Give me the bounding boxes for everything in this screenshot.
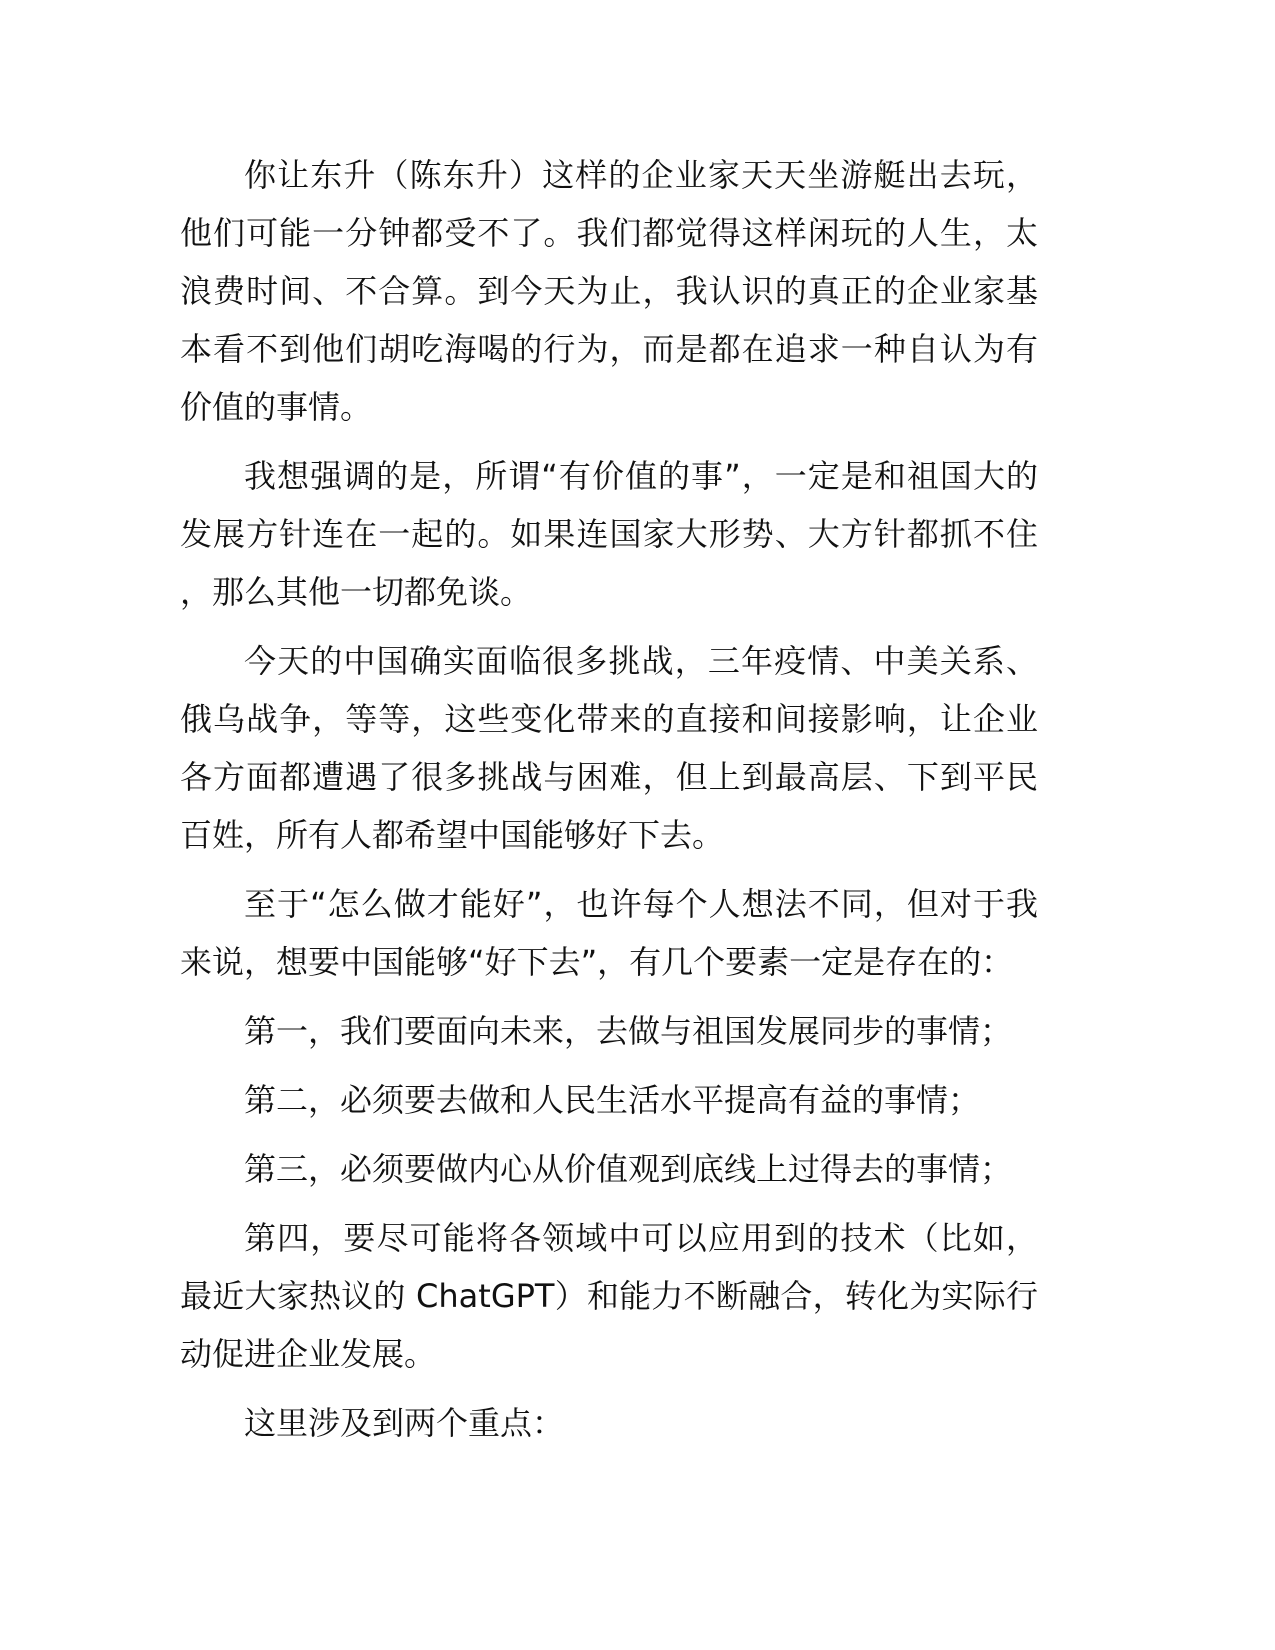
paragraph-point-two: 第二，必须要去做和人民生活水平提高有益的事情； xyxy=(244,1081,981,1119)
paragraph-valuable-things: 我想强调的是，所谓“有价值的事”，一定是和祖国大的发展方针连在一起的。如果连国家大形势、大方针都抓不住，那么其他一切都免谈。 xyxy=(180,457,1038,611)
document-body xyxy=(180,146,1038,1463)
paragraph-point-three: 第三，必须要做内心从价值观到底线上过得去的事情； xyxy=(244,1150,1013,1188)
paragraph-point-one: 第一，我们要面向未来，去做与祖国发展同步的事情； xyxy=(244,1012,1013,1050)
paragraph-point-four: 第四，要尽可能将各领域中可以应用到的技术（比如，最近大家热议的 ChatGPT）和能力不断融合，转化为实际行动促进企业发展。 xyxy=(180,1219,1038,1373)
paragraph-two-key-points: 这里涉及到两个重点： xyxy=(244,1404,565,1442)
paragraph-entrepreneurs: 你让东升（陈东升）这样的企业家天天坐游艇出去玩，他们可能一分钟都受不了。我们都觉得这样闲玩的人生，太浪费时间、不合算。到今天为止，我认识的真正的企业家基本看不到他们胡吃海喝的行为，而是都在追求一种自认为有价值的事情。 xyxy=(180,156,1038,426)
paragraph-how-to-do-well: 至于“怎么做才能好”，也许每个人想法不同，但对于我来说，想要中国能够“好下去”，有几个要素一定是存在的： xyxy=(180,885,1038,981)
paragraph-challenges: 今天的中国确实面临很多挑战，三年疫情、中美关系、俄乌战争，等等，这些变化带来的直接和间接影响，让企业各方面都遭遇了很多挑战与困难，但上到最高层、下到平民百姓，所有人都希望中国能够好下去。 xyxy=(180,642,1038,854)
